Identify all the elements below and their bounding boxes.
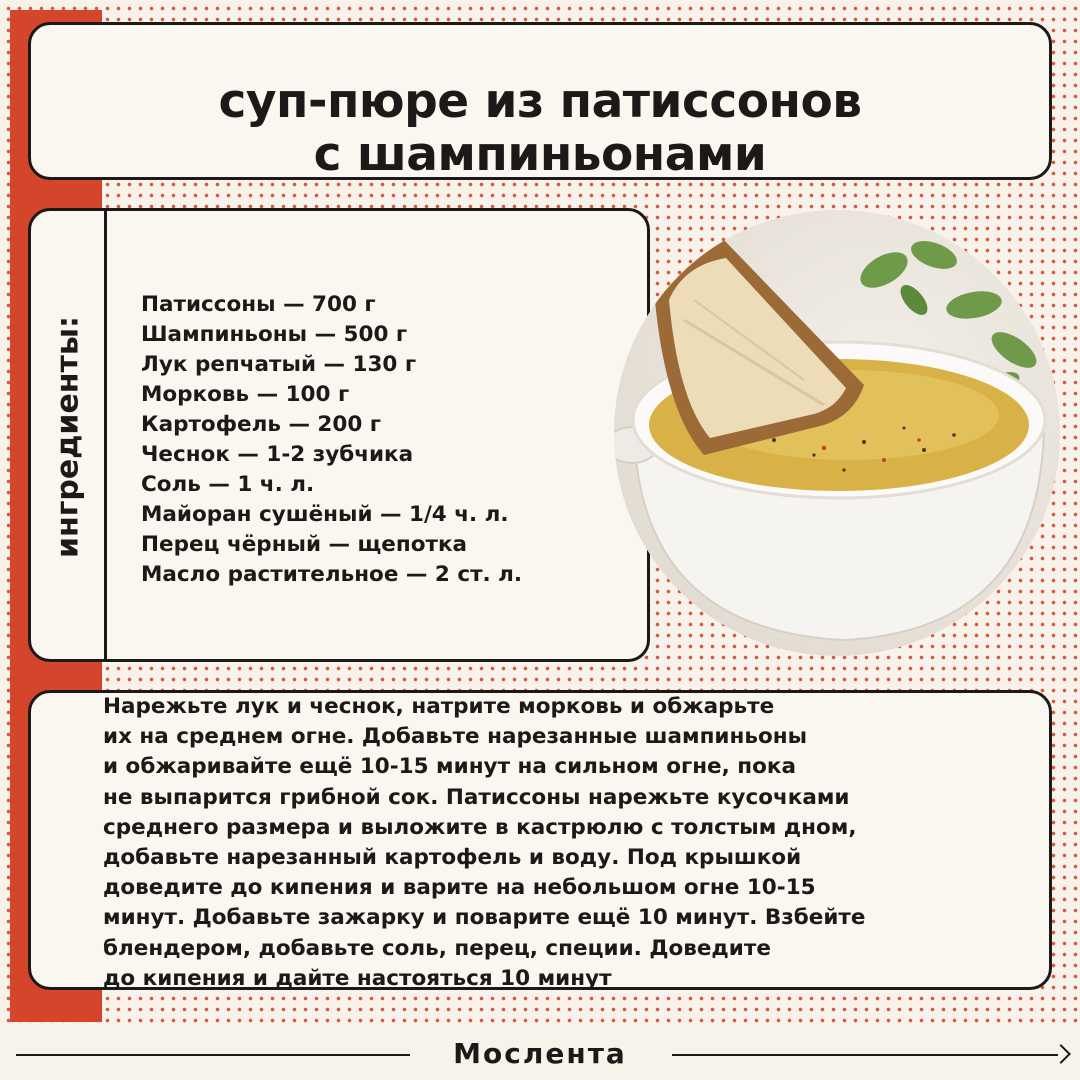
instructions-text <box>103 692 1003 994</box>
soup-photo <box>614 210 1060 656</box>
ingredients-label: ингредиенты: <box>50 315 86 559</box>
ingredients-list <box>141 290 522 590</box>
arrow-right-icon <box>1051 1044 1071 1064</box>
brand-logo: Мослента <box>453 1037 627 1070</box>
instruction-line: блендером, добавьте соль, перец, специи. Доведите <box>103 935 771 961</box>
instruction-line: доведите до кипения и варите на небольшом огне 10-15 <box>103 875 816 901</box>
instruction-line: Нарежьте лук и чеснок, натрите морковь и обжарьте <box>103 694 775 719</box>
ingredient-item: Перец чёрный — щепотка <box>141 532 468 557</box>
instruction-line: минут. Добавьте зажарку и поварите ещё 10 минут. Взбейте <box>103 905 866 931</box>
ingredient-item: Шампиньоны — 500 г <box>141 322 408 347</box>
title-line-1: суп-пюре из патиссонов <box>218 74 862 129</box>
title-panel <box>28 22 1052 180</box>
ingredient-item: Майоран сушёный — 1/4 ч. л. <box>141 502 509 527</box>
instruction-line: не выпарится грибной сок. Патиссоны нарежьте кусочками <box>103 784 850 810</box>
instruction-line: и обжаривайте ещё 10-15 минут на сильном огне, пока <box>103 754 797 780</box>
ingredient-item: Чеснок — 1-2 зубчика <box>141 442 414 467</box>
footer-line-left <box>16 1054 410 1056</box>
recipe-title <box>31 75 1049 181</box>
ingredients-panel <box>28 208 650 662</box>
title-line-2: с шампиньонами <box>313 127 767 182</box>
instruction-line: среднего размера и выложите в кастрюлю с толстым дном, <box>103 814 857 840</box>
ingredient-item: Соль — 1 ч. л. <box>141 472 315 497</box>
ingredient-item: Масло растительное — 2 ст. л. <box>141 562 523 587</box>
ingredient-item: Лук репчатый — 130 г <box>141 352 417 377</box>
instruction-line: их на среднем огне. Добавьте нарезанные шампиньоны <box>103 724 808 750</box>
footer-line-right <box>672 1054 1058 1056</box>
ingredient-item: Морковь — 100 г <box>141 382 350 407</box>
instruction-line: добавьте нарезанный картофель и воду. Под крышкой <box>103 845 802 871</box>
ingredient-item: Картофель — 200 г <box>141 412 382 437</box>
ingredients-divider <box>104 211 107 659</box>
ingredient-item: Патиссоны — 700 г <box>141 292 376 317</box>
instruction-line: до кипения и дайте настояться 10 минут <box>103 965 612 991</box>
